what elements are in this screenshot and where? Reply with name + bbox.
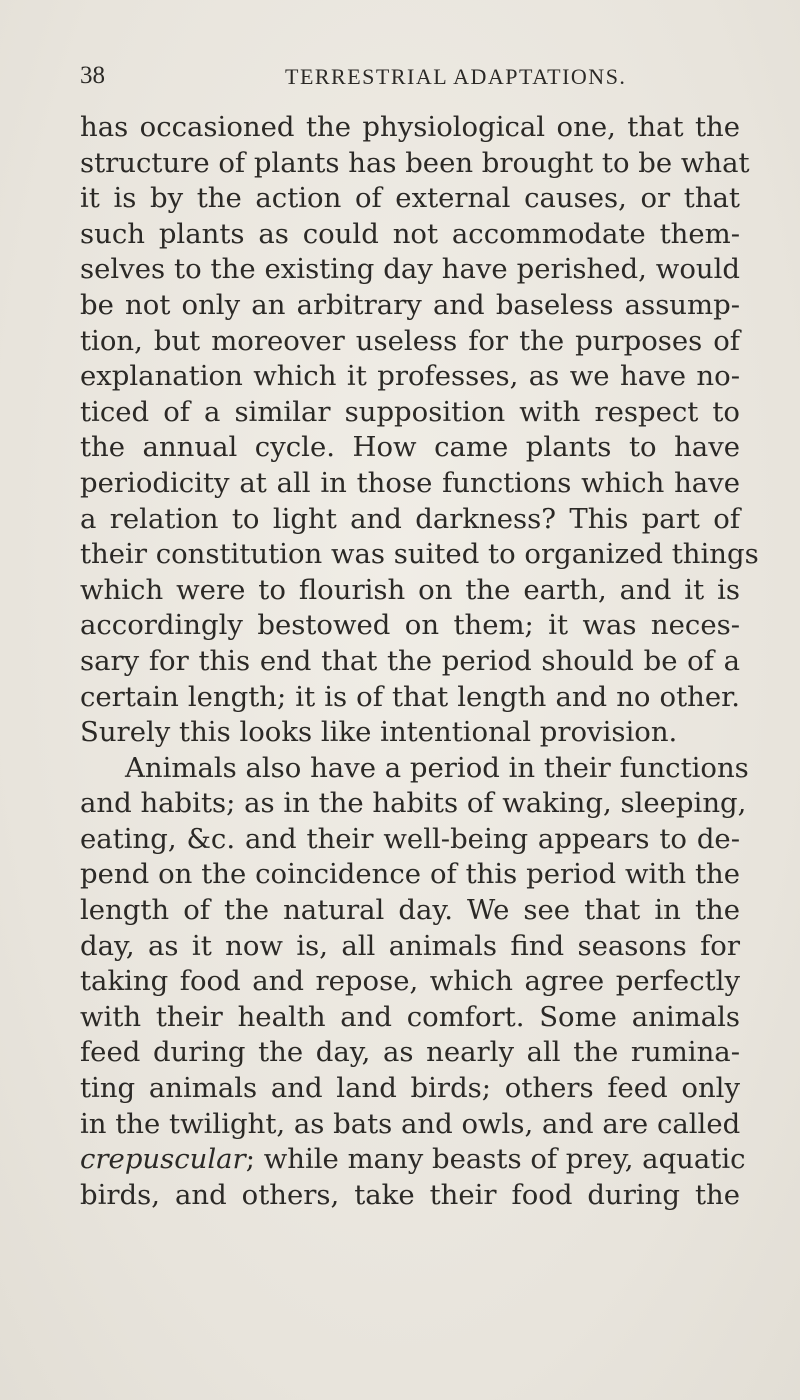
text-line: periodicity at all in those functions which have	[80, 466, 740, 499]
text-line: selves to the existing day have perished, would	[80, 253, 740, 286]
text-line: it is by the action of external causes, or that	[80, 182, 740, 215]
running-title: TERRESTRIAL ADAPTATIONS.	[285, 64, 627, 89]
text-line: eating, &c. and their well-being appears to de-	[80, 822, 740, 855]
text-line: their constitution was suited to organized things	[80, 538, 759, 571]
text-line: ting animals and land birds; others feed only	[80, 1072, 740, 1105]
text-line: length of the natural day. We see that in the	[80, 894, 740, 927]
page-number: 38	[80, 62, 105, 89]
text-line: day, as it now is, all animals find seasons for	[80, 929, 740, 962]
text-line: and habits; as in the habits of waking, sleeping,	[80, 787, 747, 820]
text-line: pend on the coincidence of this period with the	[80, 858, 740, 891]
text-line: accordingly bestowed on them; it was neces-	[80, 609, 740, 642]
text-line: in the twilight, as bats and owls, and are called	[80, 1107, 741, 1140]
text-line: a relation to light and darkness? This part of	[80, 502, 740, 535]
text-line	[80, 1142, 746, 1178]
page-header	[80, 62, 720, 102]
text-line: sary for this end that the period should be of a	[80, 644, 740, 677]
paragraph-2	[80, 751, 749, 1214]
text-line: such plants as could not accommodate them-	[80, 217, 740, 250]
text-line: Surely this looks like intentional provision.	[80, 716, 678, 749]
text-line: which were to flourish on the earth, and it is	[80, 573, 740, 606]
text-line: ticed of a similar supposition with respect to	[80, 395, 740, 428]
text-line: tion, but moreover useless for the purposes of	[80, 324, 740, 357]
text-line: feed during the day, as nearly all the rumina-	[80, 1036, 740, 1069]
text-line: the annual cycle. How came plants to have	[80, 431, 740, 464]
text-line: has occasioned the physiological one, that the	[80, 111, 740, 143]
text-line: structure of plants has been brought to be what	[80, 146, 750, 179]
text-line: birds, and others, take their food during the	[80, 1178, 740, 1211]
text-line: be not only an arbitrary and baseless assump-	[80, 288, 740, 321]
text-line: taking food and repose, which agree perfectly	[80, 965, 740, 998]
text-line: certain length; it is of that length and no other.	[80, 680, 740, 713]
text-line: explanation which it professes, as we have no-	[80, 360, 740, 393]
paragraph-1	[80, 110, 759, 751]
text-line: with their health and comfort. Some animals	[80, 1000, 740, 1033]
body-text	[80, 110, 759, 1213]
text-line: Animals also have a period in their functions	[125, 751, 749, 784]
italic-term: crepuscular	[80, 1143, 246, 1176]
text-line-rest: ; while many beasts of prey, aquatic	[245, 1143, 746, 1176]
